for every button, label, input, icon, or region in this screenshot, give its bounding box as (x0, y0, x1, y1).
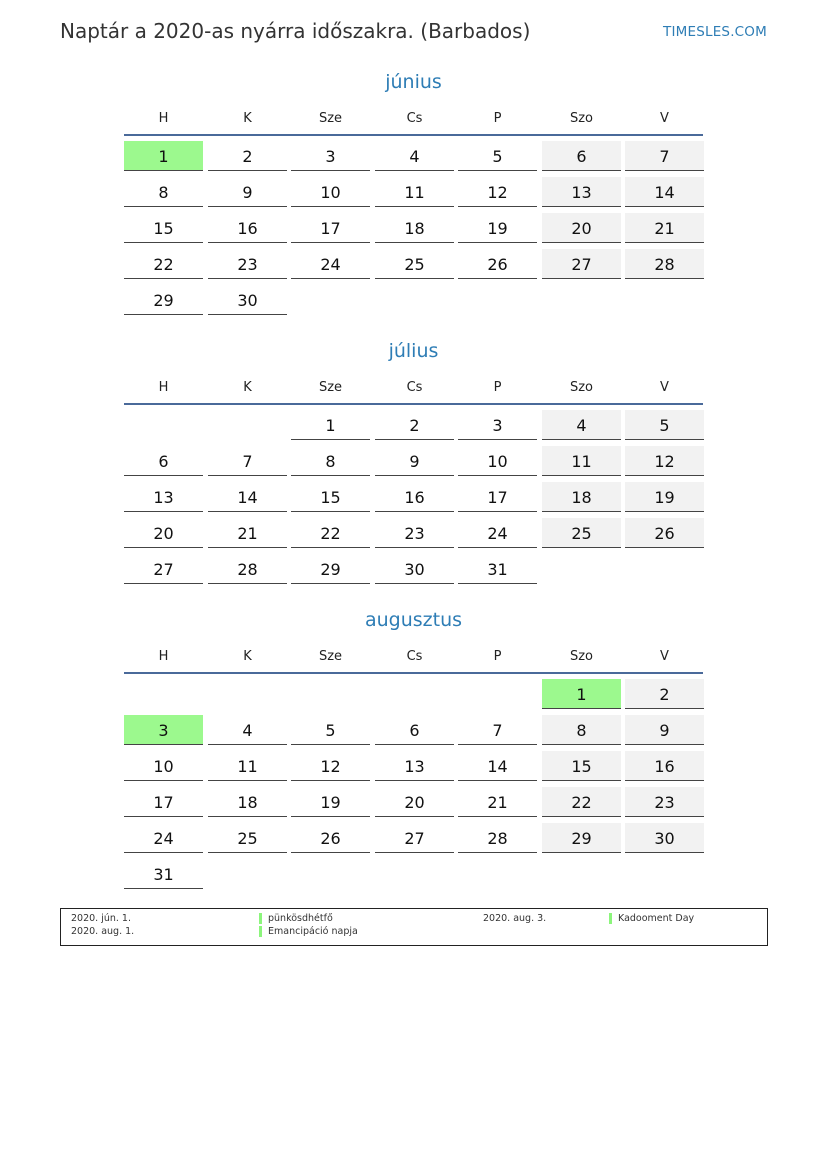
weekday-label: P (493, 380, 502, 395)
day-cell: 27 (542, 249, 621, 279)
day-cell: 21 (625, 213, 704, 243)
weekday-label: Sze (318, 649, 343, 664)
holiday-color-marker (609, 913, 612, 924)
legend-date: 2020. aug. 1. (71, 926, 135, 937)
day-cell: 26 (291, 823, 370, 853)
day-cell: 28 (458, 823, 537, 853)
weekday-header-row (124, 380, 703, 400)
day-cell: 29 (124, 285, 203, 315)
weekday-label: Sze (318, 111, 343, 126)
weekday-label: K (243, 380, 252, 395)
weekday-label: P (493, 649, 502, 664)
day-cell: 13 (375, 751, 454, 781)
day-cell: 20 (124, 518, 203, 548)
day-cell: 28 (208, 554, 287, 584)
day-cell: 9 (625, 715, 704, 745)
day-cell: 7 (625, 141, 704, 171)
day-cell: 14 (208, 482, 287, 512)
weekday-label: Cs (406, 380, 423, 395)
day-cell: 27 (375, 823, 454, 853)
legend-date: 2020. aug. 3. (483, 913, 547, 924)
day-cell: 10 (458, 446, 537, 476)
day-cell: 16 (208, 213, 287, 243)
day-cell: 23 (208, 249, 287, 279)
holiday-day-cell: 1 (124, 141, 203, 171)
day-cell: 8 (542, 715, 621, 745)
day-cell: 31 (458, 554, 537, 584)
day-cell: 7 (208, 446, 287, 476)
day-cell: 11 (542, 446, 621, 476)
day-cell: 8 (291, 446, 370, 476)
day-cell: 22 (291, 518, 370, 548)
day-cell: 28 (625, 249, 704, 279)
day-cell: 30 (375, 554, 454, 584)
day-cell: 20 (375, 787, 454, 817)
day-cell: 19 (291, 787, 370, 817)
day-cell: 6 (375, 715, 454, 745)
day-cell: 5 (458, 141, 537, 171)
header-divider (124, 672, 703, 674)
day-cell: 12 (458, 177, 537, 207)
day-cell: 10 (124, 751, 203, 781)
day-cell: 27 (124, 554, 203, 584)
weekday-label: Cs (406, 649, 423, 664)
weekday-label: V (660, 111, 669, 126)
weekday-label: K (243, 649, 252, 664)
day-cell: 23 (625, 787, 704, 817)
day-cell: 5 (625, 410, 704, 440)
weekday-label: H (158, 111, 169, 126)
page-title: Naptár a 2020-as nyárra időszakra. (Barbados) (60, 19, 531, 43)
weekday-label: H (158, 380, 169, 395)
day-cell: 12 (291, 751, 370, 781)
day-cell: 3 (291, 141, 370, 171)
day-cell: 23 (375, 518, 454, 548)
day-cell: 24 (291, 249, 370, 279)
day-cell: 9 (375, 446, 454, 476)
weekday-label: Szo (569, 649, 594, 664)
holiday-legend (60, 908, 768, 946)
legend-holiday-name: Kadooment Day (618, 913, 695, 924)
day-cell: 26 (625, 518, 704, 548)
day-cell: 25 (208, 823, 287, 853)
month-title: július (388, 340, 439, 362)
day-cell: 14 (458, 751, 537, 781)
day-cell: 26 (458, 249, 537, 279)
legend-holiday-name: pünkösdhétfő (268, 913, 333, 924)
day-cell: 10 (291, 177, 370, 207)
day-cell: 16 (375, 482, 454, 512)
day-cell: 2 (625, 679, 704, 709)
day-cell: 14 (625, 177, 704, 207)
weekday-header-row (124, 111, 703, 131)
day-cell: 17 (458, 482, 537, 512)
day-cell: 13 (542, 177, 621, 207)
weekday-header-row (124, 649, 703, 669)
day-cell: 25 (542, 518, 621, 548)
day-cell: 31 (124, 859, 203, 889)
day-cell: 29 (291, 554, 370, 584)
day-cell: 6 (124, 446, 203, 476)
day-cell: 3 (458, 410, 537, 440)
day-cell: 4 (375, 141, 454, 171)
month-title: június (385, 71, 442, 93)
day-cell: 22 (542, 787, 621, 817)
day-cell: 17 (124, 787, 203, 817)
weekday-label: V (660, 649, 669, 664)
day-cell: 21 (208, 518, 287, 548)
day-cell: 12 (625, 446, 704, 476)
legend-holiday-name: Emancipáció napja (268, 926, 358, 937)
weekday-label: H (158, 649, 169, 664)
weekday-label: Sze (318, 380, 343, 395)
day-cell: 18 (375, 213, 454, 243)
day-cell: 15 (542, 751, 621, 781)
site-link[interactable]: TIMESLES.COM (663, 24, 767, 40)
day-cell: 13 (124, 482, 203, 512)
holiday-color-marker (259, 926, 262, 937)
month-title: augusztus (364, 609, 463, 631)
day-cell: 21 (458, 787, 537, 817)
header-divider (124, 134, 703, 136)
day-cell: 4 (542, 410, 621, 440)
holiday-color-marker (259, 913, 262, 924)
day-cell: 5 (291, 715, 370, 745)
holiday-day-cell: 3 (124, 715, 203, 745)
header-divider (124, 403, 703, 405)
day-cell: 2 (375, 410, 454, 440)
holiday-day-cell: 1 (542, 679, 621, 709)
day-cell: 15 (291, 482, 370, 512)
day-cell: 6 (542, 141, 621, 171)
day-cell: 8 (124, 177, 203, 207)
day-cell: 17 (291, 213, 370, 243)
weekday-label: V (660, 380, 669, 395)
day-cell: 19 (625, 482, 704, 512)
day-cell: 29 (542, 823, 621, 853)
day-cell: 22 (124, 249, 203, 279)
day-cell: 24 (124, 823, 203, 853)
day-cell: 2 (208, 141, 287, 171)
day-cell: 9 (208, 177, 287, 207)
day-cell: 30 (625, 823, 704, 853)
day-cell: 11 (375, 177, 454, 207)
weekday-label: K (243, 111, 252, 126)
day-cell: 4 (208, 715, 287, 745)
day-cell: 24 (458, 518, 537, 548)
day-cell: 11 (208, 751, 287, 781)
day-cell: 18 (542, 482, 621, 512)
day-cell: 7 (458, 715, 537, 745)
weekday-label: Szo (569, 111, 594, 126)
day-cell: 18 (208, 787, 287, 817)
weekday-label: Szo (569, 380, 594, 395)
day-cell: 16 (625, 751, 704, 781)
weekday-label: P (493, 111, 502, 126)
legend-date: 2020. jún. 1. (71, 913, 132, 924)
weekday-label: Cs (406, 111, 423, 126)
day-cell: 20 (542, 213, 621, 243)
day-cell: 1 (291, 410, 370, 440)
day-cell: 30 (208, 285, 287, 315)
day-cell: 25 (375, 249, 454, 279)
day-cell: 19 (458, 213, 537, 243)
day-cell: 15 (124, 213, 203, 243)
